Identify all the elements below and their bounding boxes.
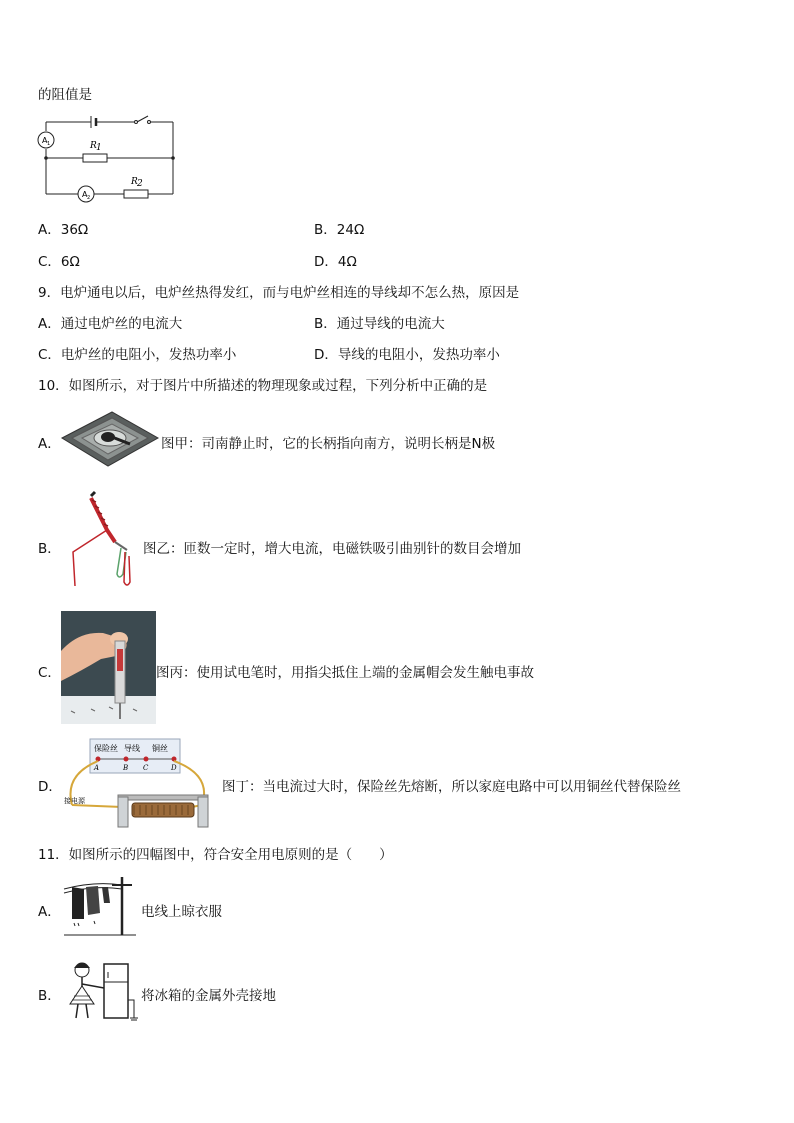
q10-option-b-text: 图乙：匝数一定时，增大电流，电磁铁吸引曲别针的数目会增加 bbox=[143, 541, 521, 557]
q9-option-a[interactable]: A．通过电炉丝的电流大 bbox=[38, 316, 183, 332]
board-label-copper: 铜丝 bbox=[152, 744, 168, 753]
q8-circuit-diagram bbox=[36, 112, 186, 202]
q10-option-d-letter[interactable]: D． bbox=[38, 779, 62, 795]
q8-stem-tail: 的阻值是 bbox=[38, 87, 92, 103]
q8-option-a[interactable]: A．36Ω bbox=[38, 222, 89, 238]
terminal-d: D bbox=[171, 764, 177, 772]
q9-option-b[interactable]: B．通过导线的电流大 bbox=[314, 316, 445, 332]
q11-option-a-letter[interactable]: A． bbox=[38, 904, 61, 920]
q9-option-c[interactable]: C．电炉丝的电阻小，发热功率小 bbox=[38, 347, 237, 363]
r2-sub: 2 bbox=[137, 179, 143, 189]
q10-option-a-text: 图甲：司南静止时，它的长柄指向南方，说明长柄是N极 bbox=[161, 436, 496, 452]
q8-option-b[interactable]: B．24Ω bbox=[314, 222, 365, 238]
electromagnet-image bbox=[67, 490, 142, 600]
q10-option-a-letter[interactable]: A． bbox=[38, 436, 61, 452]
q11-option-a-text: 电线上晾衣服 bbox=[141, 904, 222, 920]
clothes-on-power-line-image bbox=[64, 875, 136, 937]
ammeter2-label: A bbox=[82, 190, 88, 199]
r1-sub: 1 bbox=[96, 143, 102, 153]
q11-option-b-text: 将冰箱的金属外壳接地 bbox=[141, 988, 276, 1004]
fuse-experiment-image bbox=[62, 735, 222, 830]
q8-option-c[interactable]: C．6Ω bbox=[38, 254, 80, 270]
terminal-a: A bbox=[94, 764, 100, 772]
ammeter1-sub: 1 bbox=[47, 141, 51, 147]
q11-stem: 11．如图所示的四幅图中，符合安全用电原则的是（ ） bbox=[38, 847, 393, 863]
ammeter2-sub: 2 bbox=[87, 195, 91, 201]
q10-option-c-letter[interactable]: C． bbox=[38, 665, 61, 681]
q9-stem: 9．电炉通电以后，电炉丝热得发红，而与电炉丝相连的导线却不怎么热，原因是 bbox=[38, 285, 520, 301]
compass-sinan-image bbox=[60, 410, 160, 468]
q8-option-d[interactable]: D．4Ω bbox=[314, 254, 357, 270]
test-pen-image bbox=[61, 611, 156, 724]
r1-label: R bbox=[90, 141, 97, 151]
q9-option-d[interactable]: D．导线的电阻小，发热功率小 bbox=[314, 347, 500, 363]
ammeter1-label: A bbox=[42, 136, 48, 145]
q10-option-b-letter[interactable]: B． bbox=[38, 541, 61, 557]
terminal-b: B bbox=[123, 764, 129, 772]
q10-stem: 10．如图所示，对于图片中所描述的物理现象或过程，下列分析中正确的是 bbox=[38, 378, 488, 394]
board-label-fuse: 保险丝 bbox=[94, 744, 118, 753]
board-label-wire: 导线 bbox=[124, 744, 140, 753]
r2-label: R bbox=[131, 177, 138, 187]
grounded-fridge-image bbox=[64, 960, 136, 1022]
terminal-c: C bbox=[143, 764, 149, 772]
q10-option-d-text: 图丁：当电流过大时，保险丝先熔断，所以家庭电路中可以用铜丝代替保险丝 bbox=[222, 779, 681, 795]
power-source-label: 接电源 bbox=[64, 797, 85, 805]
q11-option-b-letter[interactable]: B． bbox=[38, 988, 61, 1004]
q10-option-c-text: 图丙：使用试电笔时，用指尖抵住上端的金属帽会发生触电事故 bbox=[156, 665, 534, 681]
